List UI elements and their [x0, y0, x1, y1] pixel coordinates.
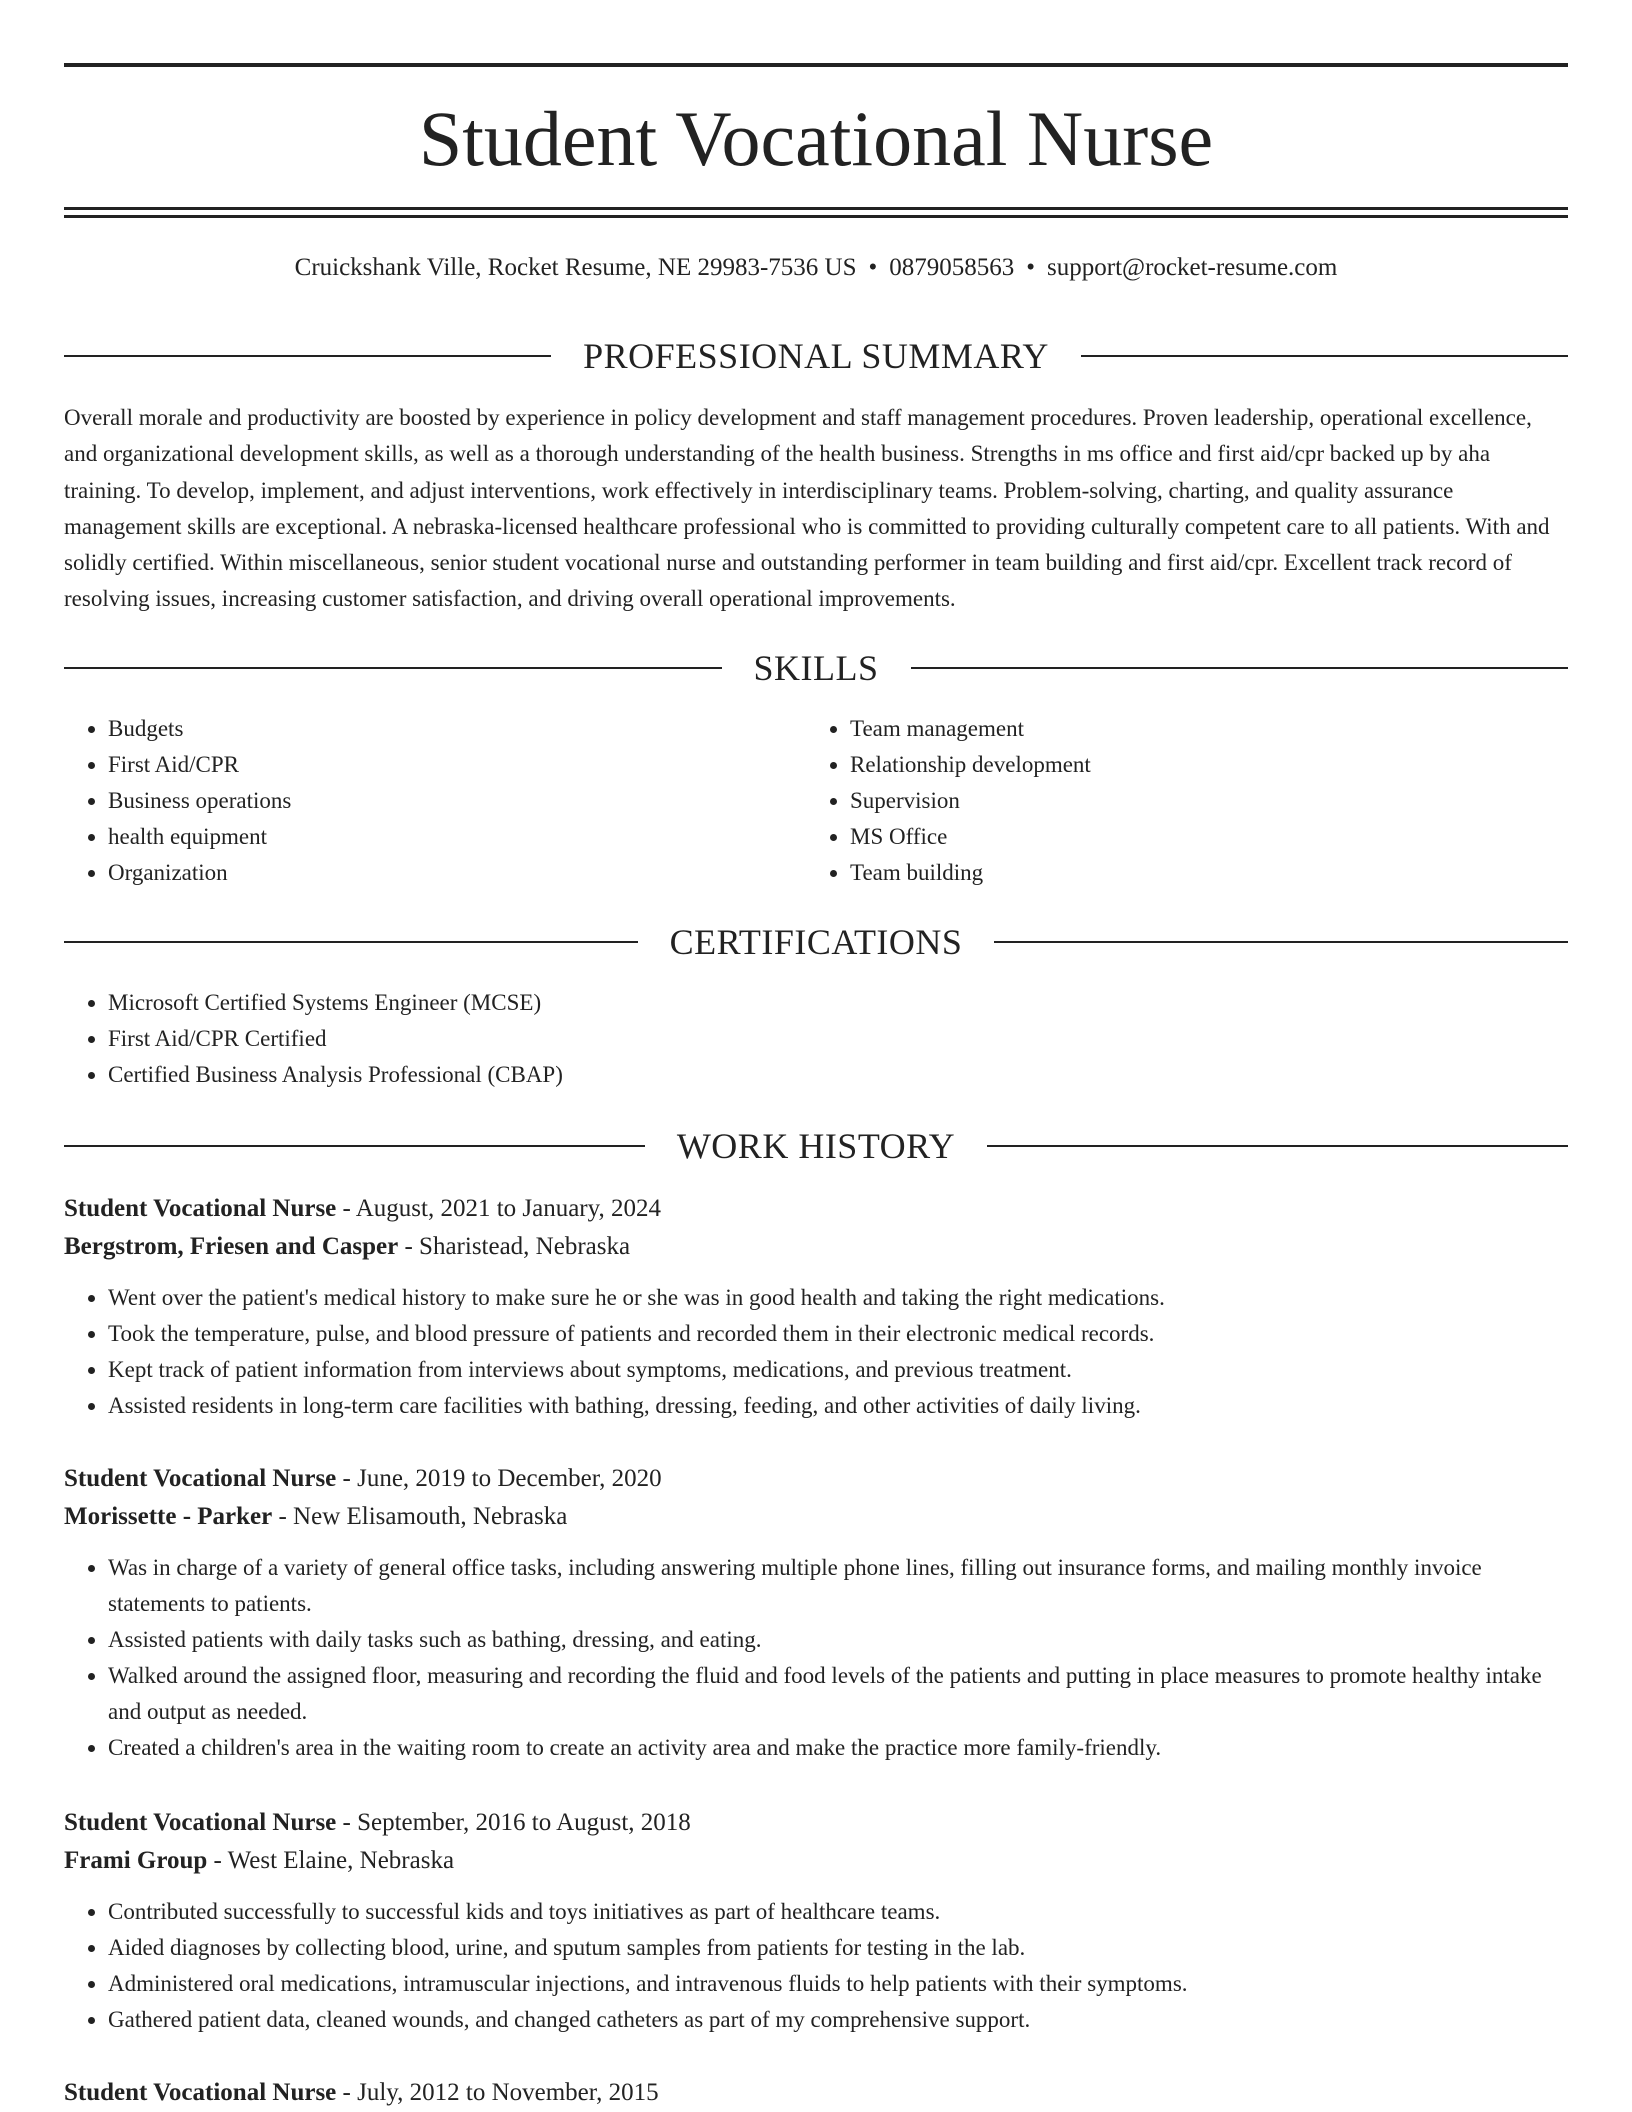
skill-item: • First Aid/CPR	[108, 747, 764, 783]
resume-title: Student Vocational Nurse	[418, 95, 1214, 182]
summary-text: Overall morale and productivity are boosted by experience in policy development and staff management procedures. Proven leadership, operational excellence, and organizational development skills, as well as a thorough understanding of the health business. Strengths in ms office and first aid/cpr backed up by aha training. To develop, implement, and adjust interventions, work effectively in interdisciplinary teams. Problem-solving, charting, and quality assurance management skills are exceptional. A nebraska-licensed healthcare professional who is committed to providing culturally competent care to all patients. With and solidly certified. Within miscellaneous, senior student vocational nurse and outstanding performer in team building and first aid/cpr. Excellent track record of resolving issues, increasing customer satisfaction, and driving overall operational improvements.	[64, 405, 1550, 612]
job-bullet: • Assisted residents in long-term care facilities with bathing, dressing, feeding, and other activities of daily living.	[108, 1388, 1568, 1424]
job-bullet: • Contributed successfully to successful kids and toys initiatives as part of healthcare teams.	[108, 1894, 1568, 1930]
job-bullet: • Was in charge of a variety of general office tasks, including answering multiple phone lines, filling out insurance forms, and mailing monthly invoice statements to patients.	[108, 1550, 1568, 1622]
skill-item: • Business operations	[108, 783, 764, 819]
contact-line	[64, 252, 1568, 284]
certification-item: • First Aid/CPR Certified	[108, 1021, 1464, 1057]
job-entry	[64, 1190, 1568, 1424]
skill-item: • Team building	[850, 855, 1506, 891]
job-entry	[64, 2074, 1568, 2112]
job-company-line	[64, 1498, 1568, 1536]
heading-rule-right	[994, 941, 1568, 943]
certification-item: • Microsoft Certified Systems Engineer (MCSE)	[108, 985, 1464, 1021]
job-bullet: • Gathered patient data, cleaned wounds, and changed catheters as part of my comprehensive support.	[108, 2002, 1568, 2038]
heading-rule-right	[911, 667, 1569, 669]
skill-item: • MS Office	[850, 819, 1506, 855]
job-location: - New Elisamouth, Nebraska	[272, 1503, 568, 1530]
contact-address: Cruickshank Ville, Rocket Resume, NE 29983-7536 US	[294, 254, 857, 281]
summary-heading-label: PROFESSIONAL SUMMARY	[583, 336, 1049, 376]
job-dates: - August, 2021 to January, 2024	[336, 1195, 662, 1222]
contact-phone: 0879058563	[889, 254, 1015, 281]
heading-rule-left	[64, 667, 722, 669]
skills-column-left	[64, 711, 764, 891]
certifications-heading-label: CERTIFICATIONS	[669, 922, 963, 962]
job-company: Morissette - Parker	[64, 1503, 273, 1530]
title-double-rule-lower	[64, 215, 1568, 218]
skills-heading-label: SKILLS	[753, 648, 879, 688]
top-rule	[64, 63, 1568, 67]
job-company: Frami Group	[64, 1847, 208, 1874]
job-title-line	[64, 1804, 1568, 1842]
job-company-line	[64, 1842, 1568, 1880]
job-bullet: • Assisted patients with daily tasks such as bathing, dressing, and eating.	[108, 1622, 1568, 1658]
job-title: Student Vocational Nurse	[64, 1465, 337, 1492]
skill-item: • Organization	[108, 855, 764, 891]
job-bullet: • Created a children's area in the waiting room to create an activity area and make the practice more family-friendly.	[108, 1730, 1568, 1766]
skill-item: • Relationship development	[850, 747, 1506, 783]
job-location: - West Elaine, Nebraska	[207, 1847, 455, 1874]
job-dates: - June, 2019 to December, 2020	[336, 1465, 662, 1492]
heading-rule-right	[1081, 355, 1568, 357]
job-bullet: • Administered oral medications, intramuscular injections, and intravenous fluids to help patients with their symptoms.	[108, 1966, 1568, 2002]
skills-column-right	[806, 711, 1506, 891]
certifications-list	[64, 985, 1464, 1093]
job-bullet: • Aided diagnoses by collecting blood, urine, and sputum samples from patients for testing in the lab.	[108, 1930, 1568, 1966]
job-company: Bergstrom, Friesen and Casper	[64, 1233, 399, 1260]
contact-separator: •	[1026, 254, 1036, 281]
job-title: Student Vocational Nurse	[64, 1809, 337, 1836]
work-history-section-heading	[64, 1124, 1568, 1168]
job-location: - Sharistead, Nebraska	[398, 1233, 631, 1260]
skills-section-heading	[64, 646, 1568, 690]
job-title: Student Vocational Nurse	[64, 1195, 337, 1222]
certification-item: • Certified Business Analysis Professional (CBAP)	[108, 1057, 1464, 1093]
heading-rule-left	[64, 355, 551, 357]
job-entry	[64, 1460, 1568, 1766]
job-title-line	[64, 1460, 1568, 1498]
certifications-section-heading	[64, 920, 1568, 964]
job-bullet: • Kept track of patient information from interviews about symptoms, medications, and previous treatment.	[108, 1352, 1568, 1388]
job-entry	[64, 1804, 1568, 2038]
work-history-heading-label: WORK HISTORY	[676, 1126, 956, 1166]
heading-rule-left	[64, 941, 638, 943]
job-title-line	[64, 2074, 1568, 2112]
job-bullet: • Went over the patient's medical history to make sure he or she was in good health and taking the right medications.	[108, 1280, 1568, 1316]
summary-section-heading	[64, 334, 1568, 378]
heading-rule-right	[987, 1145, 1568, 1147]
skill-item: • Supervision	[850, 783, 1506, 819]
skill-item: • health equipment	[108, 819, 764, 855]
heading-rule-left	[64, 1145, 645, 1147]
skill-item: • Team management	[850, 711, 1506, 747]
job-bullet: • Took the temperature, pulse, and blood pressure of patients and recorded them in their electronic medical records.	[108, 1316, 1568, 1352]
contact-email: support@rocket-resume.com	[1047, 254, 1338, 281]
job-company-line	[64, 1228, 1568, 1266]
title-double-rule-upper	[64, 207, 1568, 210]
job-title: Student Vocational Nurse	[64, 2079, 337, 2106]
contact-separator: •	[868, 254, 878, 281]
job-title-line	[64, 1190, 1568, 1228]
job-dates: - September, 2016 to August, 2018	[336, 1809, 691, 1836]
job-dates: - July, 2012 to November, 2015	[336, 2079, 659, 2106]
skill-item: • Budgets	[108, 711, 764, 747]
job-bullet: • Walked around the assigned floor, measuring and recording the fluid and food levels of the patients and putting in place measures to promote healthy intake and output as needed.	[108, 1658, 1568, 1730]
